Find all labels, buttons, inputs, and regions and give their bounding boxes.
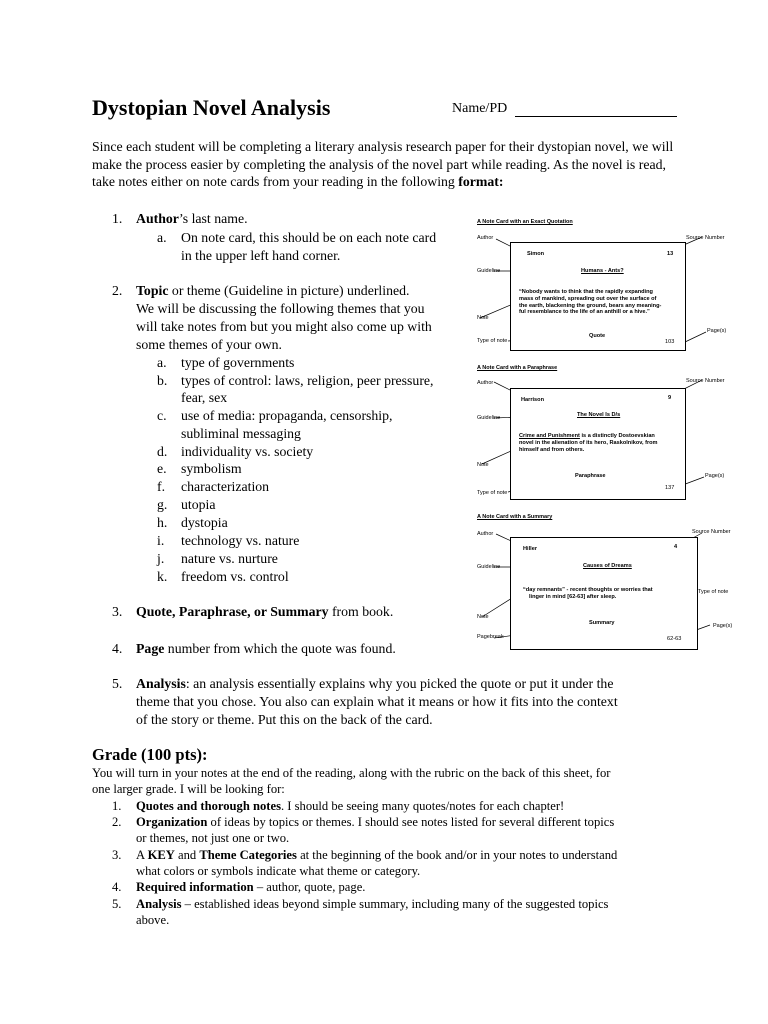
theme-letter: k. [157, 569, 168, 584]
item-5-number: 5. [112, 676, 123, 691]
grade-intro-line1: You will turn in your notes at the end of the reading, along with the rubric on the back of this sheet, for [92, 766, 611, 780]
card-body: “day remnants” - recent thoughts or worries that linger in mind [62-63] after sleep. [523, 587, 653, 600]
card-source-value: 9 [668, 395, 672, 401]
grade-heading: Grade (100 pts): [92, 745, 208, 764]
criterion-number: 1. [112, 799, 122, 813]
item-1a-line1: On note card, this should be on each note card [181, 230, 437, 245]
theme-item: use of media: propaganda, censorship, [181, 408, 393, 423]
item-4-number: 4. [112, 641, 123, 656]
theme-letter: j. [157, 551, 165, 566]
theme-item: dystopia [181, 515, 228, 530]
card-page-value: 137 [665, 485, 675, 491]
card-caption: A Note Card with an Exact Quotation [477, 219, 573, 225]
item-1a-line2: in the upper left hand corner. [181, 248, 341, 263]
criterion-number: 4. [112, 880, 122, 894]
card-type-value: Quote [589, 333, 606, 339]
theme-letter: f. [157, 479, 166, 494]
card-author-value: Harrison [521, 397, 545, 403]
card-label-guideline: Guideline [477, 415, 501, 421]
card-label-source: Source Number [686, 378, 725, 384]
criterion-number: 5. [112, 897, 122, 911]
card-body: Crime and Punishment is a distinctly Dostoevskian novel in the alienation of its hero, Raskolnikov, from himself and from others. [519, 433, 658, 453]
theme-item: types of control: laws, religion, peer pressure, [181, 373, 434, 388]
item-1-number: 1. [112, 211, 123, 226]
card-author-value: Simon [527, 251, 545, 257]
card-label-type: Type of note [477, 338, 508, 344]
note-card-summary [510, 537, 698, 650]
card-guideline-value: Humans - Ants? [581, 268, 624, 274]
item-2-line4: some themes of your own. [136, 337, 282, 352]
page-title: Dystopian Novel Analysis [92, 95, 331, 120]
item-2-number: 2. [112, 283, 123, 298]
theme-letter: i. [157, 533, 165, 548]
item-2-line2: We will be discussing the following themes that you [136, 301, 425, 316]
card-page-value: 62-63 [667, 636, 682, 642]
note-card-quotation [510, 242, 686, 351]
theme-letter: g. [157, 497, 168, 512]
card-label-note: Note [477, 614, 489, 620]
card-caption: A Note Card with a Paraphrase [477, 365, 558, 371]
theme-item: technology vs. nature [181, 533, 300, 548]
theme-item: utopia [181, 497, 216, 512]
card-label-note: Note [477, 315, 489, 321]
item-2-line1: Topic or theme (Guideline in picture) underlined. [136, 283, 410, 298]
item-3-number: 3. [112, 604, 123, 619]
card-label-author: Author [477, 380, 494, 386]
intro-format: format: [458, 174, 504, 189]
intro-text: Since each student will be completing a literary analysis research paper for their dystopian novel, we will make the process easier by completing the analysis of the novel part while reading. As the novel is read, take notes either on note cards from your reading in the following [92, 139, 674, 189]
item-1-text: Author’s last name. [136, 211, 248, 226]
theme-item: individuality vs. society [181, 444, 314, 459]
theme-item: freedom vs. control [181, 569, 289, 584]
theme-item: nature vs. nurture [181, 551, 278, 566]
card-caption: A Note Card with a Summary [477, 514, 553, 520]
criterion-text-cont: or themes, not just one or two. [136, 831, 290, 845]
theme-letter: d. [157, 444, 168, 459]
card-label-pages: Page(s) [707, 328, 727, 334]
item-5-line2: theme that you chose. You also can explain what it means or how it fits into the context [136, 694, 618, 709]
name-pd-label: Name/PD [452, 101, 508, 116]
card-label-source: Source Number [686, 235, 725, 241]
criterion-text: Required information – author, quote, page. [136, 880, 366, 894]
criterion-text-cont: what colors or symbols indicate what theme or category. [136, 864, 421, 878]
card-guideline-value: Causes of Dreams [583, 563, 632, 569]
card-label-guideline: Guideline [477, 268, 501, 274]
item-3-text: Quote, Paraphrase, or Summary from book. [136, 604, 394, 619]
intro-paragraph [92, 138, 692, 191]
theme-item: symbolism [181, 461, 242, 476]
card-label-pages: Page(s) [713, 623, 733, 629]
card-label-guideline: Guideline [477, 564, 501, 570]
card-label-author: Author [477, 531, 494, 537]
criterion-text-cont: above. [136, 913, 170, 927]
note-card-paraphrase [510, 388, 686, 500]
card-source-value: 13 [667, 251, 674, 257]
card-guideline-value: The Novel Is D/s [577, 412, 621, 418]
name-pd-blank [515, 116, 677, 117]
criterion-text: A KEY and Theme Categories at the beginning of the book and/or in your notes to understand [136, 848, 618, 862]
criterion-text: Organization of ideas by topics or themes. I should see notes listed for several different topics [136, 815, 615, 829]
criterion-text: Analysis – established ideas beyond simple summary, including many of the suggested topics [136, 897, 609, 911]
connector-line [685, 332, 706, 342]
theme-letter: e. [157, 461, 167, 476]
card-type-value: Paraphrase [575, 473, 606, 479]
theme-letter: h. [157, 515, 168, 530]
card-label-pages: Page(s) [705, 473, 725, 479]
card-body: “Nobody wants to think that the rapidly expanding mass of mankind, spreading out over the surface of the earth, blackening the ground, bears any meaning- ful resemblance to the life of an anthill or a hive.” [519, 289, 662, 316]
card-label-pagebreak: Pagebreak [477, 634, 504, 640]
theme-item-cont: subliminal messaging [181, 426, 301, 441]
grade-intro-line2: one larger grade. I will be looking for: [92, 782, 285, 796]
theme-item: type of governments [181, 355, 295, 370]
card-label-source: Source Number [692, 529, 731, 535]
card-page-value: 103 [665, 339, 675, 345]
card-label-type: Type of note [477, 490, 508, 496]
theme-item-cont: fear, sex [181, 390, 228, 405]
card-source-value: 4 [674, 544, 678, 550]
criterion-number: 3. [112, 848, 122, 862]
item-5-line3: of the story or theme. Put this on the back of the card. [136, 712, 433, 727]
card-label-note: Note [477, 462, 489, 468]
item-5-line1: Analysis: an analysis essentially explains why you picked the quote or put it under the [136, 676, 614, 691]
card-label-author: Author [477, 235, 494, 241]
card-author-value: Hiller [523, 546, 537, 552]
card-type-value: Summary [589, 620, 615, 626]
theme-item: characterization [181, 479, 270, 494]
theme-letter: c. [157, 408, 167, 423]
item-4-text: Page number from which the quote was found. [136, 641, 396, 656]
criterion-number: 2. [112, 815, 122, 829]
item-1a-letter: a. [157, 230, 167, 245]
card-label-type: Type of note [698, 589, 729, 595]
item-2-line3: will take notes from but you might also come up with [136, 319, 432, 334]
criterion-text: Quotes and thorough notes. I should be seeing many quotes/notes for each chapter! [136, 799, 565, 813]
theme-letter: a. [157, 355, 167, 370]
theme-letter: b. [157, 373, 168, 388]
